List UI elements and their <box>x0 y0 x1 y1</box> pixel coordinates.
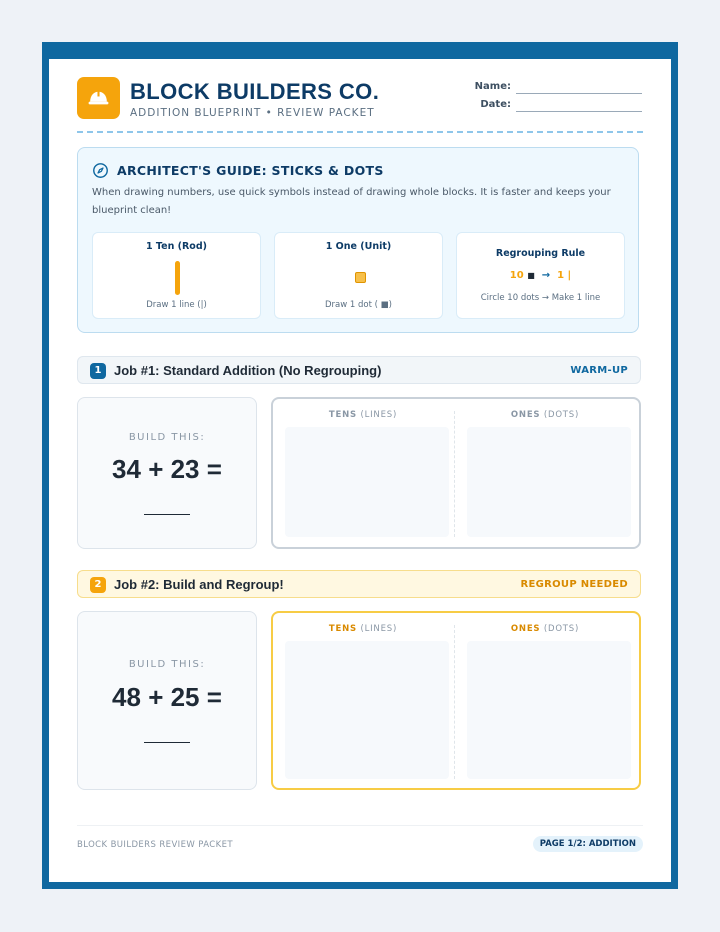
job-1-tens-label: TENS <box>328 410 357 420</box>
job-2-workspace <box>271 611 641 790</box>
name-line[interactable] <box>516 93 642 94</box>
architects-guide <box>77 147 639 333</box>
job-2-equation: 48 + 25 = <box>112 682 222 712</box>
compass-icon <box>92 162 109 179</box>
job-1-tens-sub: (LINES) <box>360 410 398 420</box>
job-1-ones-sub: (DOTS) <box>543 410 580 420</box>
job-2-ones-sub: (DOTS) <box>543 624 580 634</box>
company-name: BLOCK BUILDERS CO. <box>130 79 380 104</box>
regrouping-rule-caption: Circle 10 dots → Make 1 line <box>480 293 601 303</box>
regrouping-formula <box>457 270 624 281</box>
rod-symbol <box>175 261 180 295</box>
job-2-tens-header <box>273 624 453 634</box>
one-unit-title: 1 One (Unit) <box>325 241 392 252</box>
logo <box>77 77 120 119</box>
job-2-ones-drawing-area[interactable] <box>467 641 631 779</box>
job-2-problem <box>77 611 257 790</box>
one-unit-caption: Draw 1 dot ( ■) <box>324 300 392 310</box>
hard-hat-icon <box>86 85 111 110</box>
dot-symbol: ■ <box>527 271 535 280</box>
guide-text: When drawing numbers, use quick symbols instead of drawing whole blocks. It is faster and keeps your blueprint clean! <box>92 187 611 216</box>
worksheet-page <box>42 42 678 889</box>
job-2-tens-drawing-area[interactable] <box>285 641 449 779</box>
packet-subtitle: ADDITION BLUEPRINT • REVIEW PACKET <box>130 107 375 119</box>
name-field[interactable] <box>442 81 642 99</box>
job-1-build-label: BUILD THIS: <box>128 432 206 443</box>
date-label: Date: <box>480 99 511 110</box>
date-field[interactable] <box>442 99 642 117</box>
job-2-build-label: BUILD THIS: <box>128 659 206 670</box>
job-1-problem <box>77 397 257 549</box>
one-line-result: 1 | <box>557 270 572 281</box>
job-1-tens-header <box>273 410 453 420</box>
ten-rod-title: 1 Ten (Rod) <box>146 241 207 252</box>
page-badge: PAGE 1/2: ADDITION <box>533 836 643 852</box>
header-divider <box>77 131 643 133</box>
job-2-header <box>77 570 641 598</box>
regrouping-rule-card <box>456 232 625 319</box>
ten-dots-count: 10 <box>509 270 524 281</box>
job-2-number: 2 <box>90 577 106 593</box>
job-1-tens-drawing-area[interactable] <box>285 427 449 537</box>
job-2-ones-header <box>455 624 635 634</box>
job-2-answer-line[interactable] <box>144 742 190 743</box>
footer-divider <box>77 825 643 826</box>
arrow-right-icon: → <box>541 270 551 281</box>
job-2-tag: REGROUP NEEDED <box>520 579 628 590</box>
job-1-number: 1 <box>90 363 106 379</box>
unit-symbol <box>355 272 366 283</box>
job-1-tag: WARM-UP <box>570 365 628 376</box>
job-2-ones-label: ONES <box>510 624 541 634</box>
job-2-title: Job #2: Build and Regroup! <box>114 577 284 592</box>
job-1-ones-drawing-area[interactable] <box>467 427 631 537</box>
job-2-column-divider <box>454 625 455 779</box>
job-1-ones-header <box>455 410 635 420</box>
job-2-tens-sub: (LINES) <box>360 624 398 634</box>
name-label: Name: <box>474 81 511 92</box>
job-1-ones-label: ONES <box>510 410 541 420</box>
one-unit-card <box>274 232 443 319</box>
job-1-title: Job #1: Standard Addition (No Regrouping) <box>114 363 382 378</box>
job-1-workspace <box>271 397 641 549</box>
job-1-answer-line[interactable] <box>144 514 190 515</box>
job-1-header <box>77 356 641 384</box>
ten-rod-caption: Draw 1 line (|) <box>146 300 207 310</box>
footer-packet-name: BLOCK BUILDERS REVIEW PACKET <box>77 840 233 850</box>
date-line[interactable] <box>516 111 642 112</box>
job-2-tens-label: TENS <box>328 624 357 634</box>
job-1-equation: 34 + 23 = <box>112 454 222 484</box>
regrouping-rule-title: Regrouping Rule <box>495 248 586 259</box>
guide-title: ARCHITECT'S GUIDE: STICKS & DOTS <box>117 163 384 178</box>
job-1-column-divider <box>454 411 455 537</box>
ten-rod-card <box>92 232 261 319</box>
